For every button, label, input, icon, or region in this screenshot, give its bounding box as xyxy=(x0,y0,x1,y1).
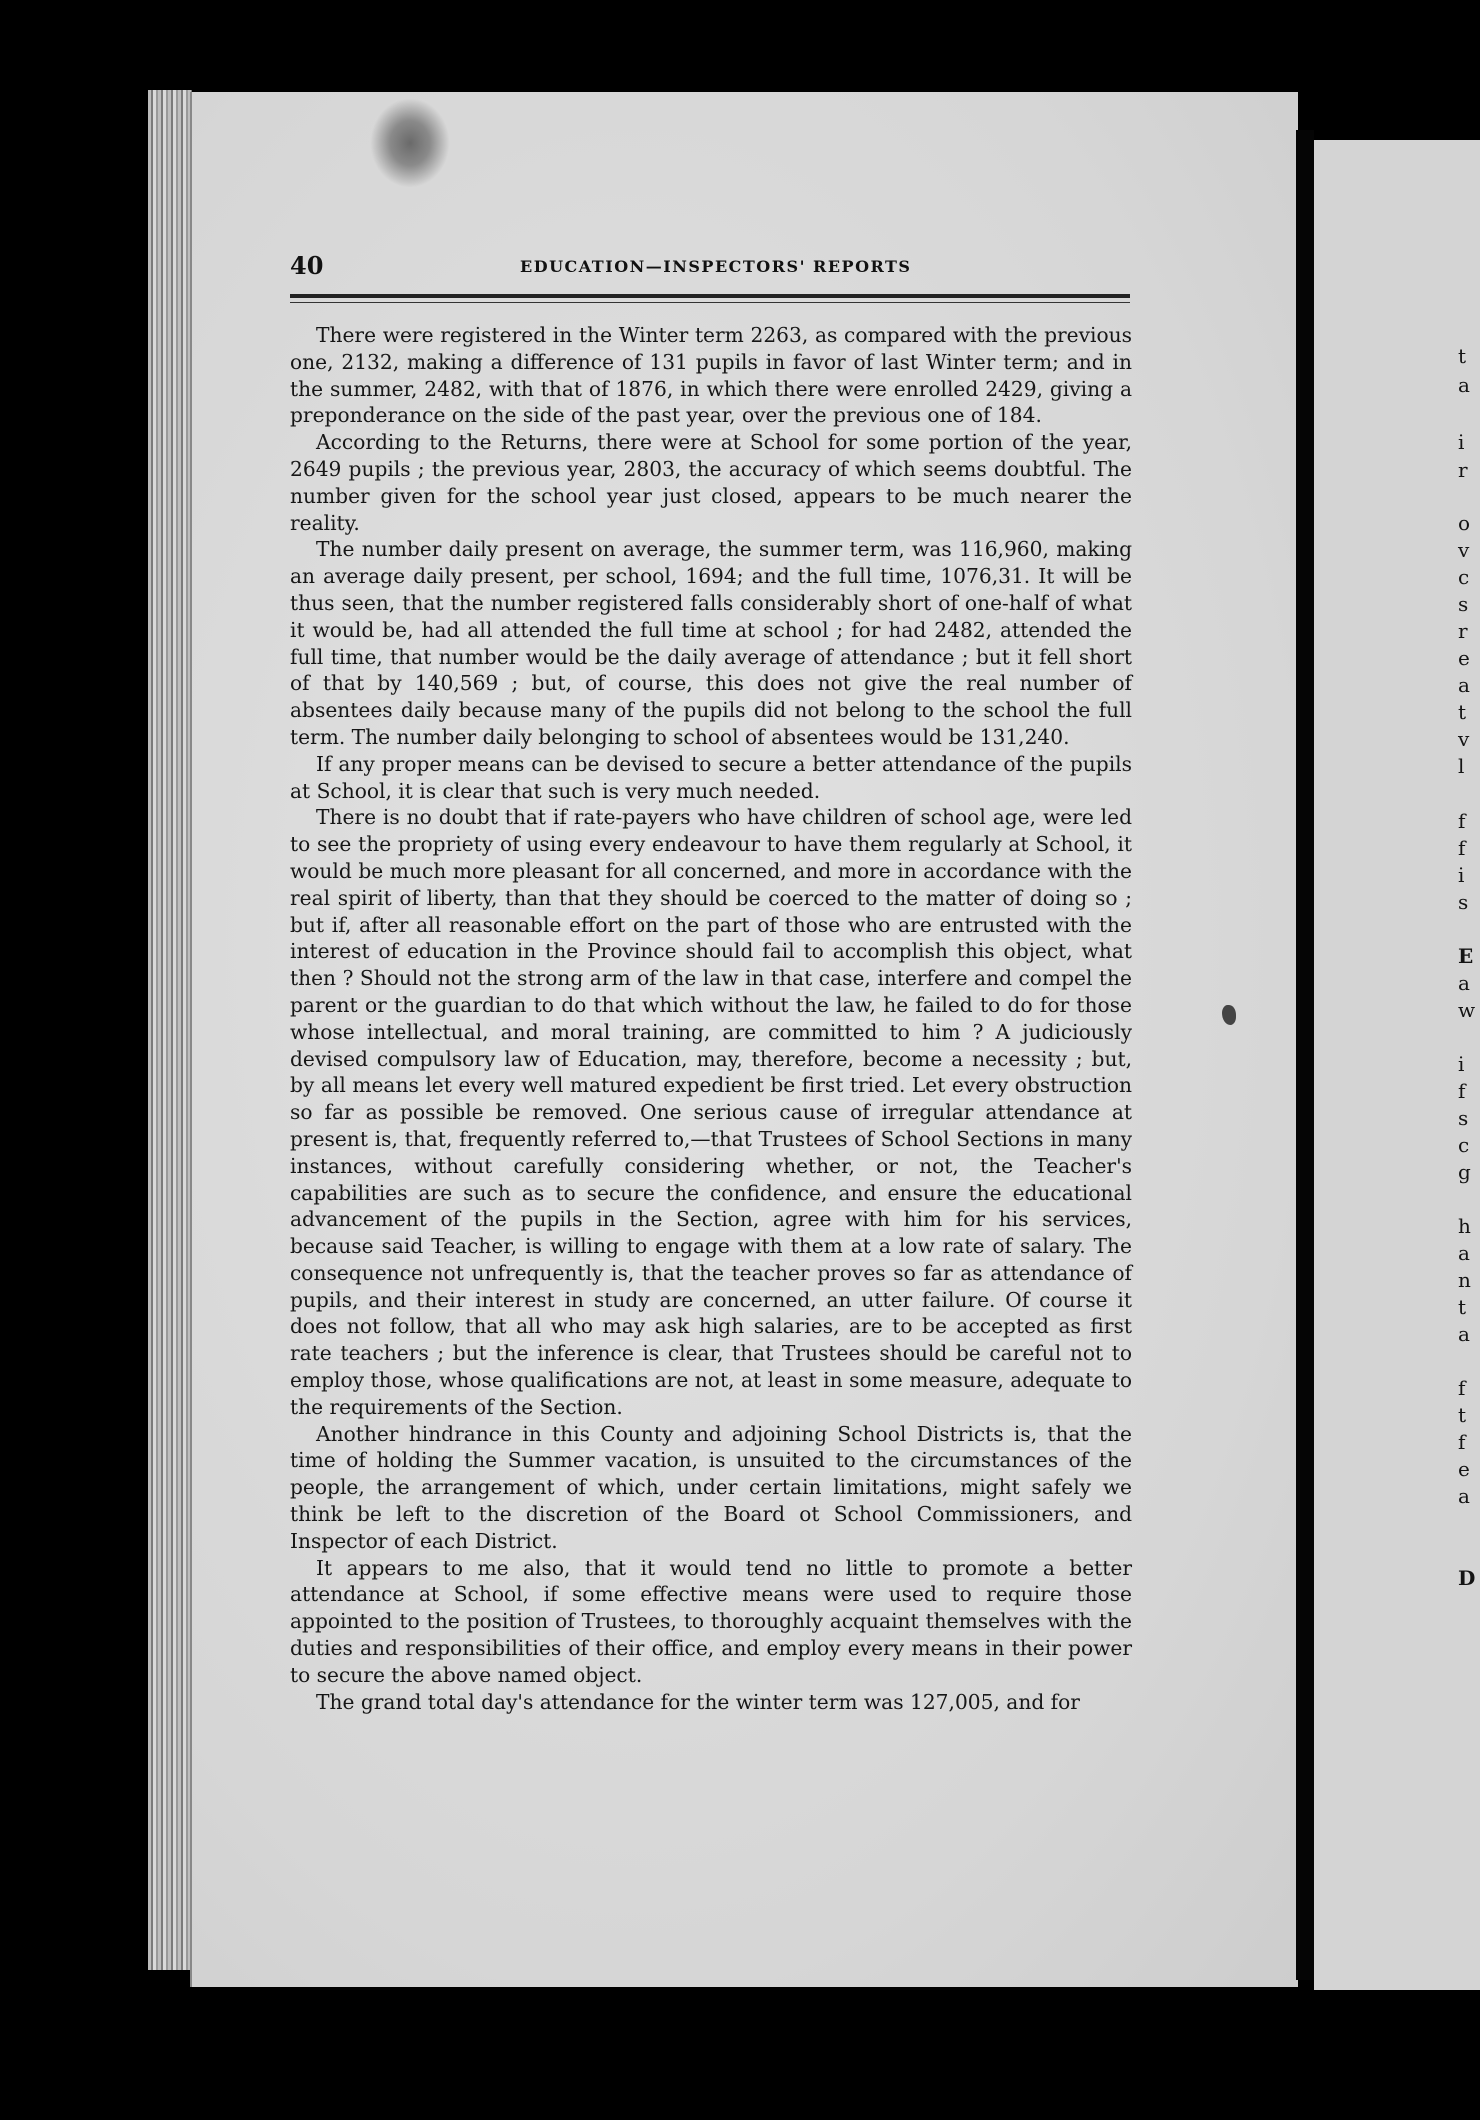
facing-page-edge xyxy=(1314,140,1480,1990)
facing-page-fragment: e xyxy=(1458,1457,1470,1481)
facing-page-fragment: a xyxy=(1458,1484,1470,1508)
paragraph: If any proper means can be devised to secure a better attendance of the pupils at School, it is clear that such is very much needed. xyxy=(290,751,1132,803)
facing-page-fragment: s xyxy=(1458,592,1469,616)
facing-page-fragment: f xyxy=(1458,1079,1466,1103)
facing-page-fragment: f xyxy=(1458,1376,1466,1400)
facing-page-fragment: c xyxy=(1458,1133,1470,1157)
facing-page-fragment: t xyxy=(1458,700,1467,724)
facing-page-fragment: v xyxy=(1458,727,1470,751)
facing-page-fragment: t xyxy=(1458,344,1467,368)
facing-page-fragment: i xyxy=(1458,1052,1465,1076)
facing-page-fragment: a xyxy=(1458,673,1470,697)
facing-page-fragment: i xyxy=(1458,430,1465,454)
facing-page-fragment: t xyxy=(1458,1403,1467,1427)
facing-page-fragment: s xyxy=(1458,890,1469,914)
ink-stain xyxy=(370,98,450,188)
facing-page-fragment: c xyxy=(1458,565,1470,589)
header-rule-thin xyxy=(290,302,1130,303)
facing-page-fragment: f xyxy=(1458,1430,1466,1454)
book-binding-edge xyxy=(148,90,192,1970)
paragraph: The grand total day's attendance for the winter term was 127,005, and for xyxy=(316,1689,1080,1714)
facing-page-fragment: t xyxy=(1458,1295,1467,1319)
facing-page-fragment: n xyxy=(1458,1268,1471,1292)
facing-page-fragment: l xyxy=(1458,754,1465,778)
facing-page-fragment: o xyxy=(1458,511,1471,535)
page-header xyxy=(290,251,1160,281)
paragraph: Another hindrance in this County and adjoining School Districts is, that the time of holding the Summer vacation, is unsuited to the circumstances of the people, the arrangement of which, under certain limitations, might safely we think be left to the discretion of the Board ot School Commissioners, and Inspector of each District. xyxy=(290,1421,1132,1553)
facing-page-fragment: e xyxy=(1458,646,1470,670)
report-body xyxy=(290,322,1132,1832)
facing-page-fragment: h xyxy=(1458,1214,1471,1238)
paragraph: There were registered in the Winter term 2263, as compared with the previous one, 2132, making a difference of 131 pupils in favor of last Winter term; and in the summer, 2482, with that of 1876, in which there were enrolled 2429, giving a preponderance on the side of the past year, over the previous one of 184. xyxy=(290,323,1132,428)
facing-page-fragment: v xyxy=(1458,538,1470,562)
running-head: EDUCATION—INSPECTORS' REPORTS xyxy=(520,257,912,276)
ink-blot xyxy=(1222,1005,1236,1025)
facing-page-fragment: E xyxy=(1458,944,1474,968)
facing-page-fragment: a xyxy=(1458,1322,1470,1346)
page-number: 40 xyxy=(290,251,324,280)
facing-page-fragment: a xyxy=(1458,971,1470,995)
paragraph: According to the Returns, there were at School for some portion of the year, 2649 pupils ; the previous year, 2803, the accuracy of which seems doubtful. The number given for the school year just closed, appears to be much nearer the reality. xyxy=(290,430,1132,535)
header-rule xyxy=(290,294,1130,298)
facing-page-fragment: w xyxy=(1458,998,1476,1022)
paragraph: There is no doubt that if rate-payers who have children of school age, were led to see the propriety of using every endeavour to have them regularly at School, it would be much more pleasant for all concerned, and more in accordance with the real spirit of liberty, than that they should be coerced to the matter of doing so ; but if, after all reasonable effort on the part of those who are entrusted with the interest of education in the Province should fail to accomplish this object, what then ? Should not the strong arm of the law in that case, interfere and compel the parent or the guardian to do that which without the law, he failed to do for those whose intellectual, and moral training, are committed to him ? A judiciously devised compulsory law of Education, may, therefore, become a necessity ; but, by all means let every well matured expedient be first tried. Let every obstruction so far as possible be removed. One serious cause of irregular attendance at present is, that, frequently referred to,—that Trustees of School Sections in many instances, without carefully considering whether, or not, the Teacher's capabilities are such as to secure the confidence, and ensure the educational advancement of the pupils in the Section, agree with him for his services, because said Teacher, is willing to engage with them at a low rate of salary. The consequence not unfrequently is, that the teacher proves so far as attendance of pupils, and their interest in study are concerned, an utter failure. Of course it does not follow, that all who may ask high salaries, are to be accepted as first rate teachers ; but the inference is clear, that Trustees should be careful not to employ those, whose qualifications are not, at least in some measure, adequate to the requirements of the Section. xyxy=(290,805,1132,1419)
facing-page-fragment: r xyxy=(1458,458,1468,482)
facing-page-fragment: a xyxy=(1458,1241,1470,1265)
facing-page-fragment: i xyxy=(1458,863,1465,887)
facing-page-fragment: r xyxy=(1458,619,1468,643)
paragraph: It appears to me also, that it would tend no little to promote a better attendance at School, if some effective means were used to require those appointed to the position of Trustees, to thoroughly acquaint themselves with the duties and responsibilities of their office, and employ every means in their power to secure the above named object. xyxy=(290,1555,1132,1687)
facing-page-fragment: s xyxy=(1458,1106,1469,1130)
facing-page-fragment: a xyxy=(1458,373,1470,397)
page-gutter xyxy=(1296,130,1314,1980)
facing-page-fragment: f xyxy=(1458,809,1466,833)
paragraph: The number daily present on average, the summer term, was 116,960, making an average daily present, per school, 1694; and the full time, 1076,31. It will be thus seen, that the number registered falls considerably short of one-half of what it would be, had all attended the full time at school ; for had 2482, attended the full time, that number would be the daily average of attendance ; but it fell short of that by 140,569 ; but, of course, this does not give the real number of absentees daily because many of the pupils did not belong to the school the full term. The number daily belonging to school of absentees would be 131,240. xyxy=(290,537,1132,749)
facing-page-fragment: f xyxy=(1458,836,1466,860)
facing-page-fragment: g xyxy=(1458,1160,1471,1184)
facing-page-fragment: D xyxy=(1458,1566,1476,1590)
